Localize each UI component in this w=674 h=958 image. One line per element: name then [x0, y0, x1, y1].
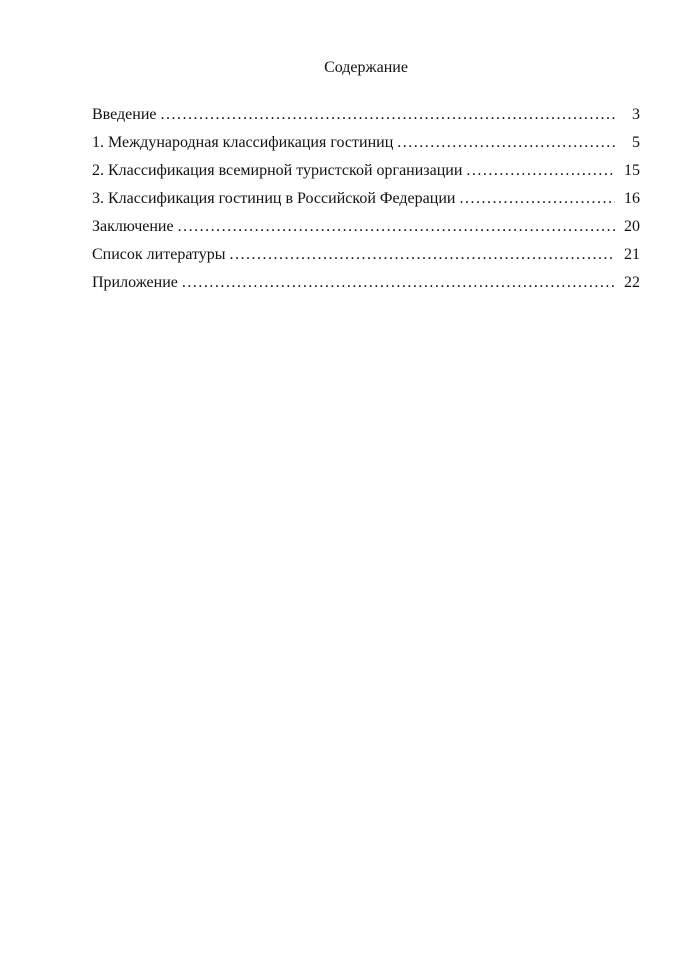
toc-entry-page: 20: [624, 218, 640, 235]
toc-entry-page: 16: [624, 190, 640, 207]
toc-entry[interactable]: [92, 213, 640, 241]
toc-entry[interactable]: [92, 157, 640, 185]
toc-entry-page: 15: [624, 162, 640, 179]
toc-entry-label: 2. Классификация всемирной туристской организации: [92, 162, 463, 179]
toc-entry[interactable]: [92, 241, 640, 269]
toc-entry-page: 22: [624, 274, 640, 291]
toc-entry[interactable]: [92, 101, 640, 129]
dot-leader: [182, 269, 615, 297]
toc-entry-label: Введение: [92, 106, 157, 123]
toc-entry-page: 21: [624, 246, 640, 263]
toc-entry[interactable]: [92, 269, 640, 297]
toc-entry-page: 3: [632, 106, 640, 123]
dot-leader: [459, 185, 615, 213]
dot-leader: [466, 157, 615, 185]
toc-entry[interactable]: [92, 185, 640, 213]
toc-entry-page: 5: [632, 134, 640, 151]
dot-leader: [397, 129, 615, 157]
toc-entry-label: 1. Международная классификация гостиниц: [92, 134, 394, 151]
toc-entry-label: Приложение: [92, 274, 178, 291]
dot-leader: [161, 101, 616, 129]
toc-entry-label: Заключение: [92, 218, 174, 235]
dot-leader: [178, 213, 615, 241]
toc-entry[interactable]: [92, 129, 640, 157]
table-of-contents: [92, 101, 640, 297]
toc-entry-label: 3. Классификация гостиниц в Российской Федерации: [92, 190, 456, 207]
toc-entry-label: Список литературы: [92, 246, 226, 263]
dot-leader: [230, 241, 615, 269]
page-title: Содержание: [324, 59, 408, 76]
